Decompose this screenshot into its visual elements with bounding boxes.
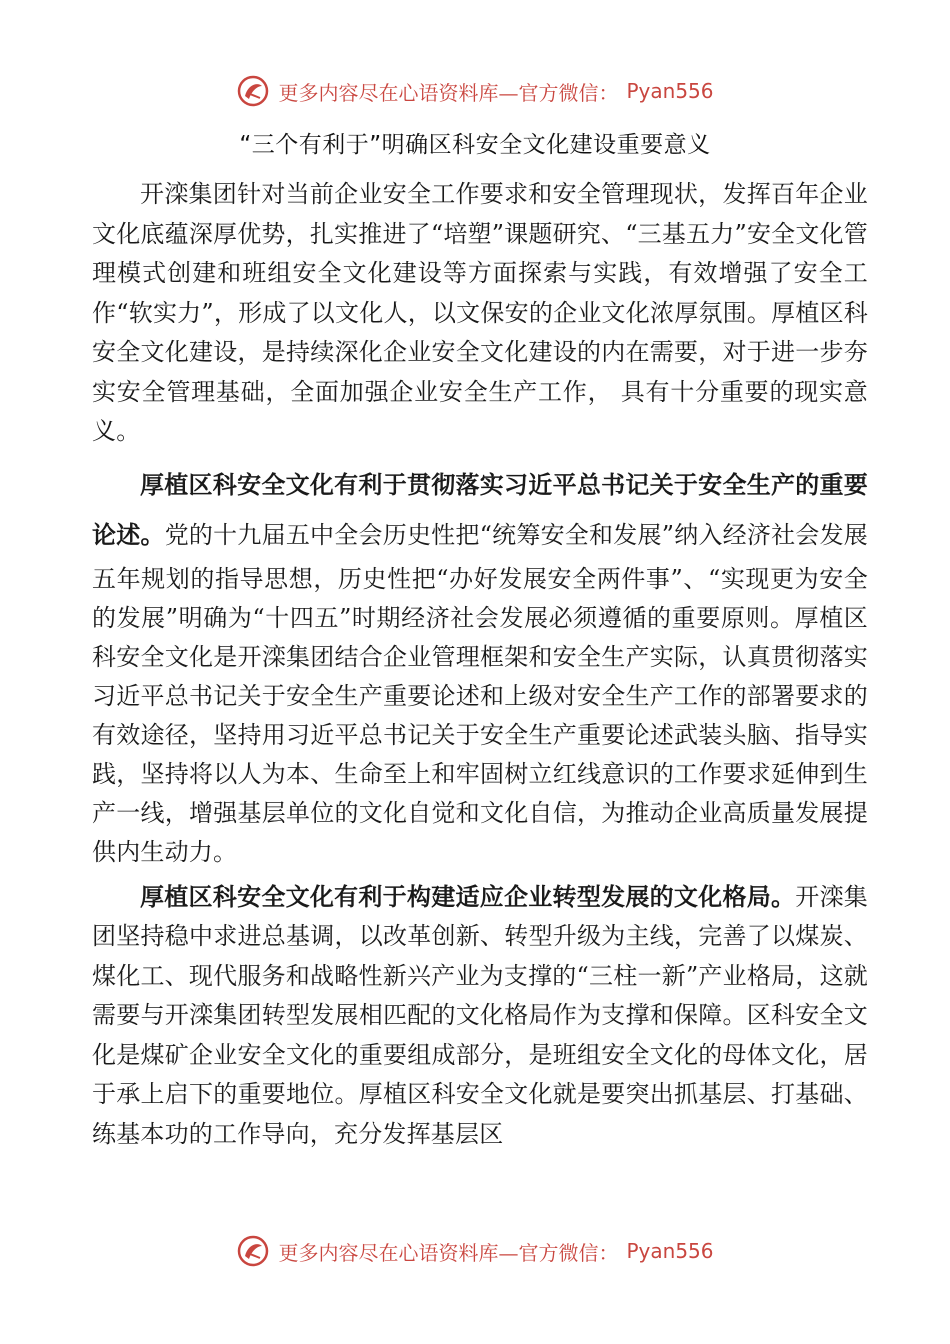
watermark-header (0, 74, 950, 108)
watermark-wechat-id: Pyan556 (626, 79, 714, 103)
section-paragraph-1 (92, 460, 868, 872)
section-body-2: 开滦集团坚持稳中求进总基调，以改革创新、转型升级为主线，完善了以煤炭、煤化工、现代服务和战略性新兴产业为支撑的“三柱一新”产业格局，这就需要与开滦集团转型发展相匹配的文化格局作为支撑和保障。区科安全文化是煤矿企业安全文化的重要组成部分，是班组安全文化的母体文化，居于承上启下的重要地位。厚植区科安全文化就是要突出抓基层、打基础、练基本功的工作导向，充分发挥基层区 (92, 882, 868, 1148)
watermark-footer (0, 1234, 950, 1268)
section-heading-1: 厚植区科安全文化有利于贯彻落实习近平总书记关于安全生产的重要论述。 (92, 470, 868, 549)
watermark-text: 更多内容尽在心语资料库—官方微信： (278, 1240, 619, 1265)
section-body-1: 党的十九届五中全会历史性把“统筹安全和发展”纳入经济社会发展五年规划的指导思想，历史性把“办好发展安全两件事”、“实现更为安全的发展”明确为“十四五”时期经济社会发展必须遵循的重要原则。厚植区科安全文化是开滦集团结合企业管理框架和安全生产实际，认真贯彻落实习近平总书记关于安全生产重要论述和上级对安全生产工作的部署要求的有效途径，坚持用习近平总书记关于安全生产重要论述武装头脑、指导实践，坚持将以人为本、生命至上和牢固树立红线意识的工作要求延伸到生产一线，增强基层单位的文化自觉和文化自信，为推动企业高质量发展提供内生动力。 (92, 520, 868, 866)
logo-icon (236, 1234, 270, 1268)
section-paragraph-2 (92, 878, 868, 1155)
document-body (92, 175, 868, 1160)
page-title: “三个有利于”明确区科安全文化建设重要意义 (239, 132, 711, 158)
logo-icon (236, 74, 270, 108)
intro-paragraph: 开滦集团针对当前企业安全工作要求和安全管理现状，发挥百年企业文化底蕴深厚优势，扎实推进了“培塑”课题研究、“三基五力”安全文化管理模式创建和班组安全文化建设等方面探索与实践，有效增强了安全工作“软实力”，形成了以文化人，以文保安的企业文化浓厚氛围。厚植区科安全文化建设，是持续深化企业安全文化建设的内在需要，对于进一步夯实安全管理基础，全面加强企业安全生产工作， 具有十分重要的现实意义。 (92, 180, 868, 445)
section-heading-2: 厚植区科安全文化有利于构建适应企业转型发展的文化格局。 (140, 882, 796, 911)
watermark-text: 更多内容尽在心语资料库—官方微信： (278, 80, 619, 105)
watermark-wechat-id: Pyan556 (626, 1239, 714, 1263)
